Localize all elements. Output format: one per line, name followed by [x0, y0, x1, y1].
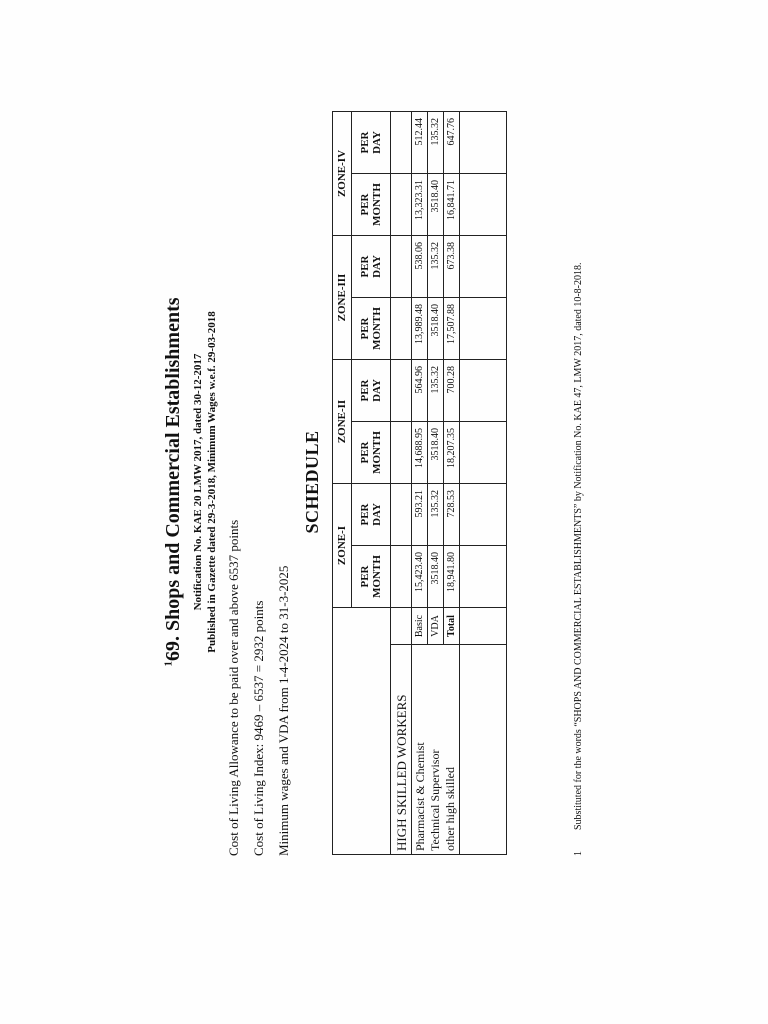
worker-name: Pharmacist & Chemist — [413, 742, 427, 851]
zone-3-header: ZONE-III — [333, 236, 352, 360]
zone-4-header: ZONE-IV — [333, 112, 352, 236]
worker-name: Technical Supervisor — [428, 749, 442, 851]
schedule-heading: SCHEDULE — [302, 430, 322, 534]
table-cell: 673.38 — [444, 236, 460, 298]
row-label-vda: VDA — [428, 608, 444, 645]
title-text: 69. Shops and Commercial Establishments — [162, 297, 184, 662]
worker-list-cell — [412, 645, 460, 855]
table-cell: 135.32 — [428, 484, 444, 546]
per-day-header: PER DAY — [352, 484, 391, 546]
table-cell: 135.32 — [428, 360, 444, 422]
table-cell: 3518.40 — [428, 422, 444, 484]
row-label-total: Total — [444, 608, 460, 645]
table-cell: 647.76 — [444, 112, 460, 174]
rotated-document — [156, 92, 636, 872]
per-month-header: PER MONTH — [352, 174, 391, 236]
table-cell: 18,207.35 — [444, 422, 460, 484]
table-cell: 3518.40 — [428, 174, 444, 236]
per-month-header: PER MONTH — [352, 422, 391, 484]
table-cell: 135.32 — [428, 112, 444, 174]
empty-cell — [460, 645, 507, 855]
table-cell: 538.06 — [412, 236, 428, 298]
table-cell: 593.21 — [412, 484, 428, 546]
category-cell: HIGH SKILLED WORKERS — [391, 645, 412, 855]
per-day-header: PER DAY — [352, 236, 391, 298]
footnote-number: 1 — [573, 851, 584, 856]
table-cell: 15,423.40 — [412, 546, 428, 608]
cola-line: Cost of Living Allowance to be paid over and above 6537 points — [226, 519, 241, 856]
footnote-marker: 1 — [162, 661, 175, 667]
notification-line: Notification No. KAE 20 LMW 2017, dated 30-12-2017 — [192, 353, 204, 611]
table-cell: 135.32 — [428, 236, 444, 298]
page-title — [162, 92, 185, 872]
footnote — [573, 262, 584, 856]
table-cell: 512.44 — [412, 112, 428, 174]
per-month-header: PER MONTH — [352, 298, 391, 360]
table-cell: 16,841.71 — [444, 174, 460, 236]
table-cell: 700.28 — [444, 360, 460, 422]
table-cell: 13,989.48 — [412, 298, 428, 360]
published-line: Published in Gazette dated 29-3-2018, Minimum Wages w.e.f. 29-03-2018 — [206, 311, 218, 653]
per-day-header: PER DAY — [352, 360, 391, 422]
table-cell: 3518.40 — [428, 298, 444, 360]
blank-header-cell — [333, 608, 391, 855]
per-month-header: PER MONTH — [352, 546, 391, 608]
validity-line: Minimum wages and VDA from 1-4-2024 to 31-3-2025 — [276, 565, 291, 856]
table-cell: 564.96 — [412, 360, 428, 422]
zone-1-header: ZONE-I — [333, 484, 352, 608]
table-cell: 3518.40 — [428, 546, 444, 608]
table-cell: 17,507.88 — [444, 298, 460, 360]
table-cell: 13,323.31 — [412, 174, 428, 236]
table-cell: 728.53 — [444, 484, 460, 546]
per-day-header: PER DAY — [352, 112, 391, 174]
row-label-basic: Basic — [412, 608, 428, 645]
empty-cell — [391, 608, 412, 645]
table-cell: 18,941.80 — [444, 546, 460, 608]
wages-table — [332, 111, 507, 855]
zone-2-header: ZONE-II — [333, 360, 352, 484]
cost-index-line: Cost of Living Index: 9469 – 6537 = 2932 points — [251, 600, 266, 856]
worker-name: other high skilled — [443, 767, 457, 851]
footnote-text: Substituted for the words “SHOPS AND COMMERCIAL ESTABLISHMENTS” by Notification No. KAE 47, LMW 2017, dated 10-8-2018. — [573, 262, 584, 830]
table-cell: 14,688.95 — [412, 422, 428, 484]
